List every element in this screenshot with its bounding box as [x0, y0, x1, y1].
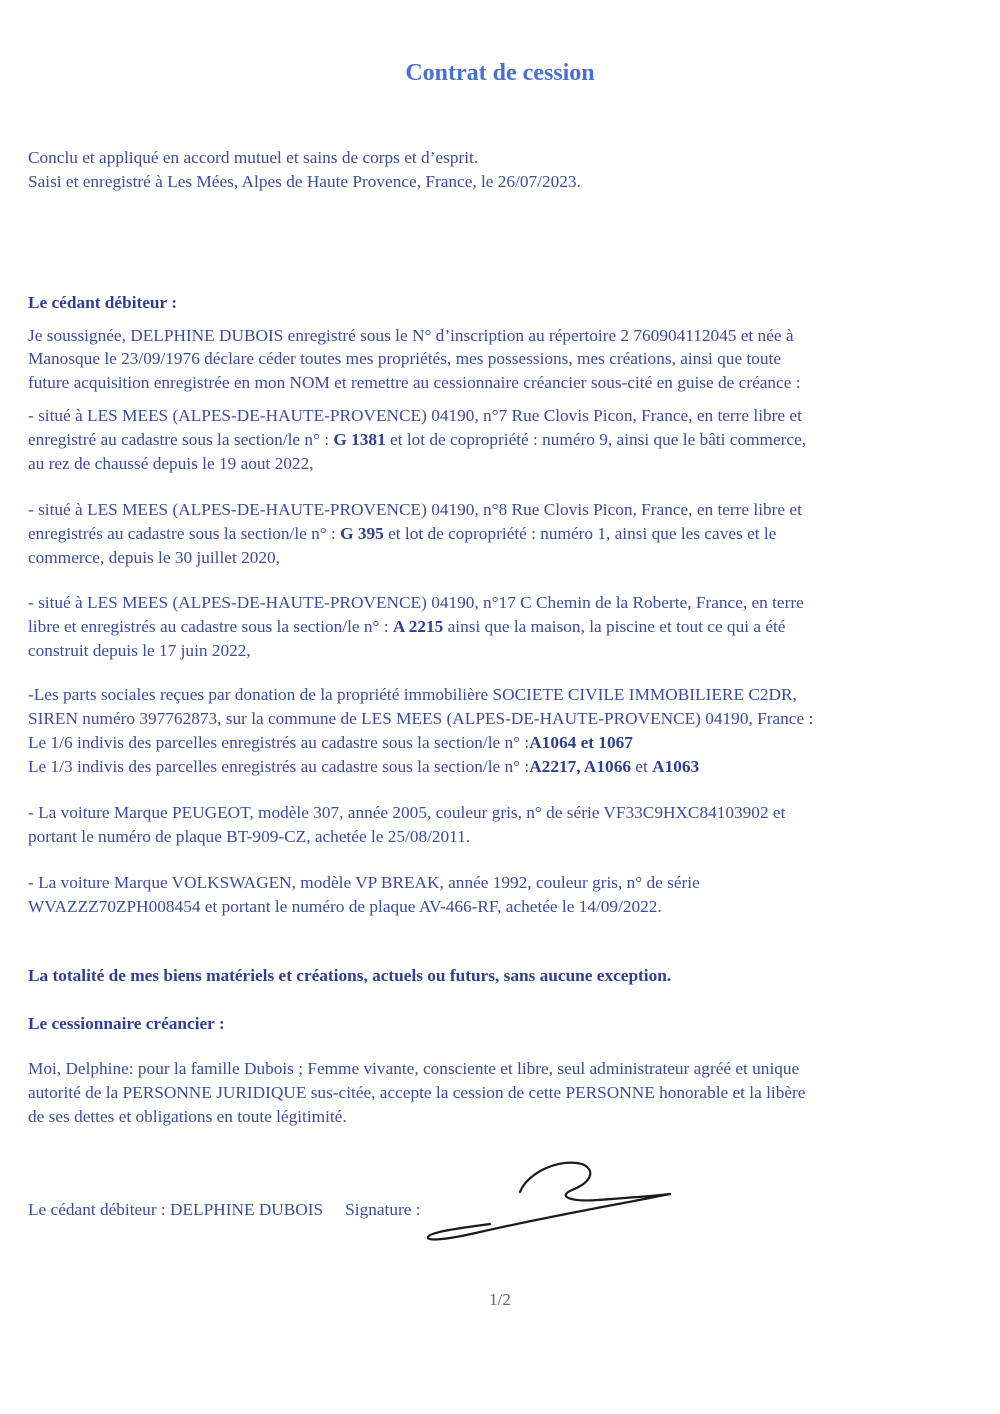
car-2-line-2: WVAZZZ70ZPH008454 et portant le numéro de plaque AV-466-RF, achetée le 14/09/2022.	[28, 897, 662, 916]
cessionnaire-line: de ses dettes et obligations en toute légitimité.	[28, 1107, 347, 1126]
shares-line-1: -Les parts sociales reçues par donation de la propriété immobilière SOCIETE CIVILE IMMOBILIERE C2DR,	[28, 685, 797, 704]
parcel-number: A1063	[652, 757, 700, 776]
property-3-line-3: construit depuis le 17 juin 2022,	[28, 641, 251, 660]
property-1-line-2: enregistré au cadastre sous la section/le n° : G 1381 et lot de copropriété : numéro 9, ainsi que le bâti commerce,	[28, 430, 807, 449]
page-number: 1/2	[489, 1290, 511, 1309]
car-1-line-2: portant le numéro de plaque BT-909-CZ, achetée le 25/08/2011.	[28, 827, 471, 846]
property-3-line-1: - situé à LES MEES (ALPES-DE-HAUTE-PROVENCE) 04190, n°17 C Chemin de la Roberte, France, en terre	[28, 593, 804, 612]
property-2-line-3: commerce, depuis le 30 juillet 2020,	[28, 548, 280, 567]
property-2-line-2: enregistrés au cadastre sous la section/le n° : G 395 et lot de copropriété : numéro 1, ainsi que les caves et le	[28, 524, 777, 543]
property-3-line-2: libre et enregistrés au cadastre sous la section/le n° : A 2215 ainsi que la maison, la piscine et tout ce qui a été	[28, 617, 786, 636]
totality-statement: La totalité de mes biens matériels et créations, actuels ou futurs, sans aucune exception.	[28, 966, 672, 985]
cessionnaire-line: autorité de la PERSONNE JURIDIQUE sus-citée, accepte la cession de cette PERSONNE honorable et la libère	[28, 1083, 806, 1102]
parcel-number: G 395	[340, 524, 384, 543]
shares-line-2: SIREN numéro 397762873, sur la commune de LES MEES (ALPES-DE-HAUTE-PROVENCE) 04190, France :	[28, 709, 814, 728]
cedant-paragraph-line: Je soussignée, DELPHINE DUBOIS enregistré sous le N° d’inscription au répertoire 2 760904112045 et née à	[28, 326, 794, 345]
handwritten-signature	[420, 1150, 680, 1260]
shares-line-3: Le 1/6 indivis des parcelles enregistrés au cadastre sous la section/le n° :A1064 et 1067	[28, 733, 633, 752]
property-1-line-3: au rez de chaussé depuis le 19 aout 2022,	[28, 454, 314, 473]
cedant-paragraph-line: future acquisition enregistrée en mon NOM et remettre au cessionnaire créancier sous-cité en guise de créance :	[28, 373, 801, 392]
property-1-line-1: - situé à LES MEES (ALPES-DE-HAUTE-PROVENCE) 04190, n°7 Rue Clovis Picon, France, en terre libre et	[28, 406, 802, 425]
signature-label: Signature :	[345, 1200, 421, 1219]
parcel-number: A2217, A1066	[529, 757, 631, 776]
cedant-paragraph-line: Manosque le 23/09/1976 déclare céder toutes mes propriétés, mes possessions, mes créations, ainsi que toute	[28, 349, 781, 368]
car-1-line-1: - La voiture Marque PEUGEOT, modèle 307, année 2005, couleur gris, n° de série VF33C9HXC84103902 et	[28, 803, 786, 822]
intro-line-1: Conclu et appliqué en accord mutuel et sains de corps et d’esprit.	[28, 148, 479, 167]
parcel-number: A1064 et 1067	[529, 733, 633, 752]
shares-line-4: Le 1/3 indivis des parcelles enregistrés au cadastre sous la section/le n° :A2217, A1066 et A1063	[28, 757, 700, 776]
parcel-number: A 2215	[392, 617, 444, 636]
cedant-name-label: Le cédant débiteur : DELPHINE DUBOIS	[28, 1200, 324, 1219]
parcel-number: G 1381	[333, 430, 386, 449]
cessionnaire-line: Moi, Delphine: pour la famille Dubois ; Femme vivante, consciente et libre, seul administrateur agréé et unique	[28, 1059, 800, 1078]
car-2-line-1: - La voiture Marque VOLKSWAGEN, modèle VP BREAK, année 1992, couleur gris, n° de série	[28, 873, 700, 892]
document-title: Contrat de cession	[405, 60, 595, 86]
signature-row	[28, 1198, 421, 1222]
cessionnaire-heading: Le cessionnaire créancier :	[28, 1014, 225, 1033]
property-2-line-1: - situé à LES MEES (ALPES-DE-HAUTE-PROVENCE) 04190, n°8 Rue Clovis Picon, France, en terre libre et	[28, 500, 802, 519]
intro-line-2: Saisi et enregistré à Les Mées, Alpes de Haute Provence, France, le 26/07/2023.	[28, 172, 581, 191]
cedant-heading: Le cédant débiteur :	[28, 293, 177, 312]
